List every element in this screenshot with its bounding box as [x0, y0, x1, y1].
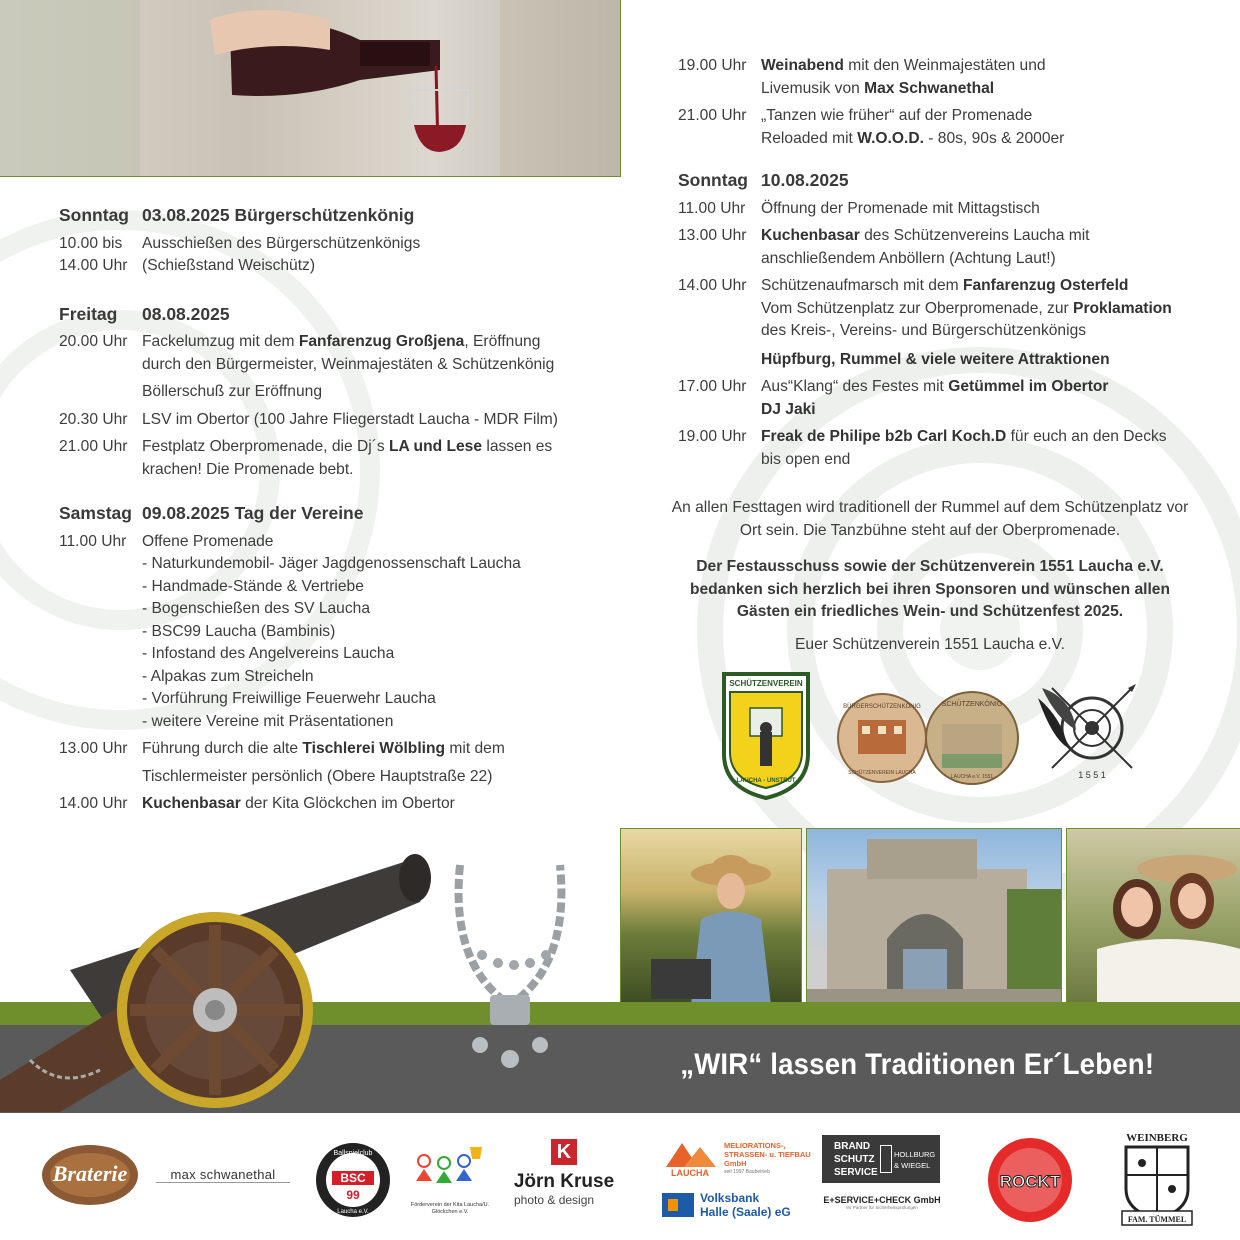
sponsor-laucha-meliorations: LAUCHA MELIORATIONS-, STRASSEN- u. TIEFBAU GmbH seit 1997 Baubetrieb [662, 1137, 812, 1181]
sponsor-kita-gloeckchen: Förderverein der Kita Laucha/U. Glöckchen e.V. [410, 1141, 490, 1225]
svg-text:LAUCHA: LAUCHA [671, 1168, 709, 1177]
schedule-row [678, 426, 1218, 471]
sponsor-eservice: E+SERVICE+CHECK GmbH Ihr Partner für Sicherheitsprüfungen [823, 1195, 941, 1210]
time: 14.00 Uhr [59, 257, 128, 274]
day-date-title: 08.08.2025 [142, 303, 230, 324]
volksbank-logo-icon [662, 1193, 694, 1217]
event-text: Böllerschuß zur Eröffnung [142, 383, 322, 400]
day-date-title: 10.08.2025 [761, 170, 849, 190]
schedule-row [678, 198, 1218, 221]
event-text: Aus“Klang“ des Festes mit [761, 378, 949, 395]
extinguisher-icon [880, 1145, 892, 1173]
event-highlight: Tischlerei Wölbling [302, 740, 446, 757]
event-highlight: Fanfarenzug Osterfeld [962, 277, 1129, 294]
event-highlight: Proklamation [1073, 299, 1172, 317]
time: 17.00 Uhr [678, 378, 747, 395]
event-text: Festplatz Oberpromenade, die Dj´s [142, 438, 390, 455]
event-highlight: W.O.O.D. [857, 129, 924, 147]
svg-text:Ballspielclub: Ballspielclub [333, 1150, 373, 1157]
day-heading-sonntag-1 [59, 204, 589, 227]
two-women-illustration [1067, 829, 1240, 1005]
crest-bottom-text: LAUCHA - UNSTRUT [736, 778, 796, 784]
king-coins-emblem [836, 688, 1020, 788]
schedule-row [59, 255, 589, 278]
event-text: LSV im Obertor (100 Jahre Fliegerstadt Laucha - MDR Film) [142, 410, 558, 428]
event-text: des Kreis-, Vereins- und Bürgerschützenkönigs [761, 322, 1087, 339]
event-highlight: DJ Jaki [761, 400, 816, 418]
event-highlight: Fanfarenzug Großjena [298, 333, 465, 350]
event-text: Reloaded mit [761, 129, 858, 147]
sponsor-braterie [40, 1135, 140, 1215]
list-item: - Handmade-Stände & Vertriebe [142, 577, 364, 595]
day-heading-freitag [59, 303, 589, 326]
eagle-target-emblem [1032, 678, 1144, 786]
obertor-gate-photo [806, 828, 1062, 1006]
day-heading-samstag [59, 502, 589, 525]
laucha-logo-icon [662, 1137, 722, 1177]
wine-pouring-photo [0, 0, 621, 177]
day-heading-sonntag-2 [678, 169, 1218, 192]
day-label: Freitag [59, 303, 118, 324]
sponsor-brandschutz: BRAND SCHUTZ SERVICE HOLLBURG & WIEGEL [822, 1135, 940, 1183]
event-text: Schützenaufmarsch mit dem [761, 277, 963, 294]
time: 14.00 Uhr [678, 277, 747, 294]
day-date-title: 09.08.2025 Tag der Vereine [142, 503, 364, 523]
event-text: krachen! Die Promenade bebt. [142, 460, 354, 478]
time: 14.00 Uhr [59, 795, 128, 812]
svg-text:FAM. TÜMMEL: FAM. TÜMMEL [1127, 1215, 1187, 1224]
schedule-row [59, 531, 589, 734]
event-text: mit dem [445, 740, 505, 757]
schedule-row [678, 275, 1218, 371]
event-text: Offene Promenade [142, 532, 274, 550]
event-text: Öffnung der Promenade mit Mittagstisch [761, 199, 1040, 217]
schedule-row [59, 793, 589, 816]
vineyard-woman-photo [620, 828, 802, 1006]
time: 20.30 Uhr [59, 410, 128, 428]
svg-text:Braterie: Braterie [52, 1161, 128, 1186]
time: 11.00 Uhr [59, 532, 127, 550]
schedule-row [678, 55, 1218, 100]
svg-text:BSC: BSC [340, 1171, 366, 1185]
event-text: für euch an den Decks [1006, 428, 1167, 445]
sponsor-joern-kruse: K Jörn Kruse photo & design [513, 1141, 615, 1207]
event-text: des Schützenvereins Laucha mit [859, 227, 1090, 244]
list-item: - Alpakas zum Streicheln [142, 667, 314, 685]
slogan: „WIR“ lassen Traditionen Er´Leben! [679, 1048, 1154, 1081]
time: 20.00 Uhr [59, 333, 128, 350]
event-text: , Eröffnung [464, 333, 541, 350]
sponsor-logos [0, 1113, 1240, 1240]
list-item: - Naturkundemobil- Jäger Jagdgenossenschaft Laucha [142, 555, 521, 572]
event-text: bis open end [761, 450, 851, 468]
time: 11.00 Uhr [678, 199, 746, 217]
schedule-row [678, 105, 1218, 150]
event-text: lassen es [482, 438, 553, 455]
joern-kruse-k-icon: K [551, 1139, 577, 1165]
right-schedule [678, 55, 1218, 476]
sponsor-bsc99 [314, 1141, 392, 1219]
day-label: Sonntag [59, 205, 129, 225]
time: 21.00 Uhr [59, 438, 128, 455]
event-highlight: Max Schwanethal [864, 79, 995, 97]
cannon-image [0, 850, 440, 1115]
event-text: der Kita Glöckchen im Obertor [240, 795, 455, 812]
event-text: - 80s, 90s & 2000er [923, 129, 1065, 147]
list-item: - Vorführung Freiwillige Feuerwehr Laucha [142, 690, 436, 707]
schedule-row [59, 738, 589, 788]
list-item: - Bogenschießen des SV Laucha [142, 600, 370, 617]
event-highlight: Getümmel im Obertor [948, 378, 1109, 395]
time: 21.00 Uhr [678, 107, 747, 124]
coin1-text: BÜRGERSCHÜTZENKÖNIG [843, 704, 921, 710]
event-text: „Tanzen wie früher“ auf der Promenade [761, 107, 1033, 124]
event-text: Livemusik von [761, 79, 865, 97]
time: 13.00 Uhr [678, 227, 747, 244]
svg-text:WEINBERG: WEINBERG [1126, 1132, 1188, 1144]
schedule-row [678, 225, 1218, 270]
event-text: Fackelumzug mit dem [142, 333, 299, 350]
note-signature: Euer Schützenverein 1551 Laucha e.V. [795, 636, 1065, 653]
list-item: - Infostand des Angelvereins Laucha [142, 645, 395, 662]
time: 19.00 Uhr [678, 57, 747, 74]
event-highlight: LA und Lese [389, 438, 483, 455]
event-text: Führung durch die alte [142, 740, 303, 757]
time: 13.00 Uhr [59, 740, 128, 757]
schedule-row [59, 409, 589, 432]
two-women-wine-photo [1066, 828, 1240, 1006]
schedule-row [59, 233, 589, 256]
schedule-row [59, 436, 589, 481]
schedule-row [59, 331, 589, 404]
eagle-year-text: 1 5 5 1 [1078, 770, 1106, 780]
note-thanks: Der Festausschuss sowie der Schützenverein 1551 Laucha e.V. bedanken sich herzlich bei ihren Sponsoren und wünschen allen Gästen ein friedliches Wein- und Schützenfest 2025. [689, 558, 1171, 620]
event-text: (Schießstand Weischütz) [142, 257, 316, 274]
kita-children-icon [410, 1141, 490, 1197]
sponsor-rockt [982, 1135, 1078, 1225]
coin2-text: SCHÜTZENKÖNIG [941, 701, 1003, 708]
day-label: Sonntag [678, 170, 748, 190]
svg-text:ROCKT: ROCKT [999, 1172, 1061, 1191]
event-highlight: Freak de Philipe b2b Carl Koch.D [761, 428, 1007, 445]
event-text: mit den Weinmajestäten und [843, 57, 1046, 74]
event-highlight: Weinabend [761, 57, 844, 74]
braterie-logo-icon [40, 1135, 140, 1215]
club-crest-emblem [720, 670, 812, 802]
schedule-row [678, 376, 1218, 421]
event-highlight: Kuchenbasar [142, 795, 241, 812]
note-rummel: An allen Festtagen wird traditionell der Rummel auf dem Schützenplatz vor Ort sein. Die Tanzbühne steht auf der Oberpromenade. [671, 499, 1189, 539]
list-item: - BSC99 Laucha (Bambinis) [142, 622, 336, 640]
wine-photo-illustration [0, 0, 620, 176]
crest-top-text: SCHÜTZENVEREIN [729, 679, 803, 688]
list-item: - weitere Vereine mit Präsentationen [142, 712, 394, 730]
day-label: Samstag [59, 503, 132, 523]
king-chain-image [450, 845, 580, 1085]
coin1-bottom-text: SCHÜTZENVEREIN LAUCHA [848, 770, 916, 776]
sponsor-volksbank: Volksbank Halle (Saale) eG [662, 1191, 802, 1221]
event-text: Vom Schützenplatz zur Oberpromenade, zur [761, 299, 1074, 317]
time: 10.00 bis [59, 234, 123, 252]
svg-text:Laucha e.V.: Laucha e.V. [337, 1209, 369, 1215]
sponsor-weinberg-tuemmel [1112, 1129, 1202, 1229]
time: 19.00 Uhr [678, 428, 747, 445]
event-text: Ausschießen des Bürgerschützenkönigs [142, 234, 421, 252]
vineyard-woman-illustration [621, 829, 801, 1005]
left-schedule [59, 204, 589, 821]
event-highlight: Hüpfburg, Rummel & viele weitere Attraktionen [761, 350, 1110, 368]
event-highlight: Kuchenbasar [761, 227, 860, 244]
event-text: durch den Bürgermeister, Weinmajestäten & Schützenkönig [142, 355, 555, 373]
day-date-title: 03.08.2025 Bürgerschützenkönig [142, 205, 415, 225]
event-text: anschließendem Anböllern (Achtung Laut!) [761, 249, 1056, 267]
coin2-bottom-text: LAUCHA e.V. 1551 [950, 774, 994, 780]
obertor-gate-illustration [807, 829, 1061, 1005]
sponsor-max-schwanethal: max schwanethal [156, 1167, 290, 1183]
svg-text:99: 99 [346, 1188, 360, 1202]
event-text: Tischlermeister persönlich (Obere Hauptstraße 22) [142, 767, 493, 785]
